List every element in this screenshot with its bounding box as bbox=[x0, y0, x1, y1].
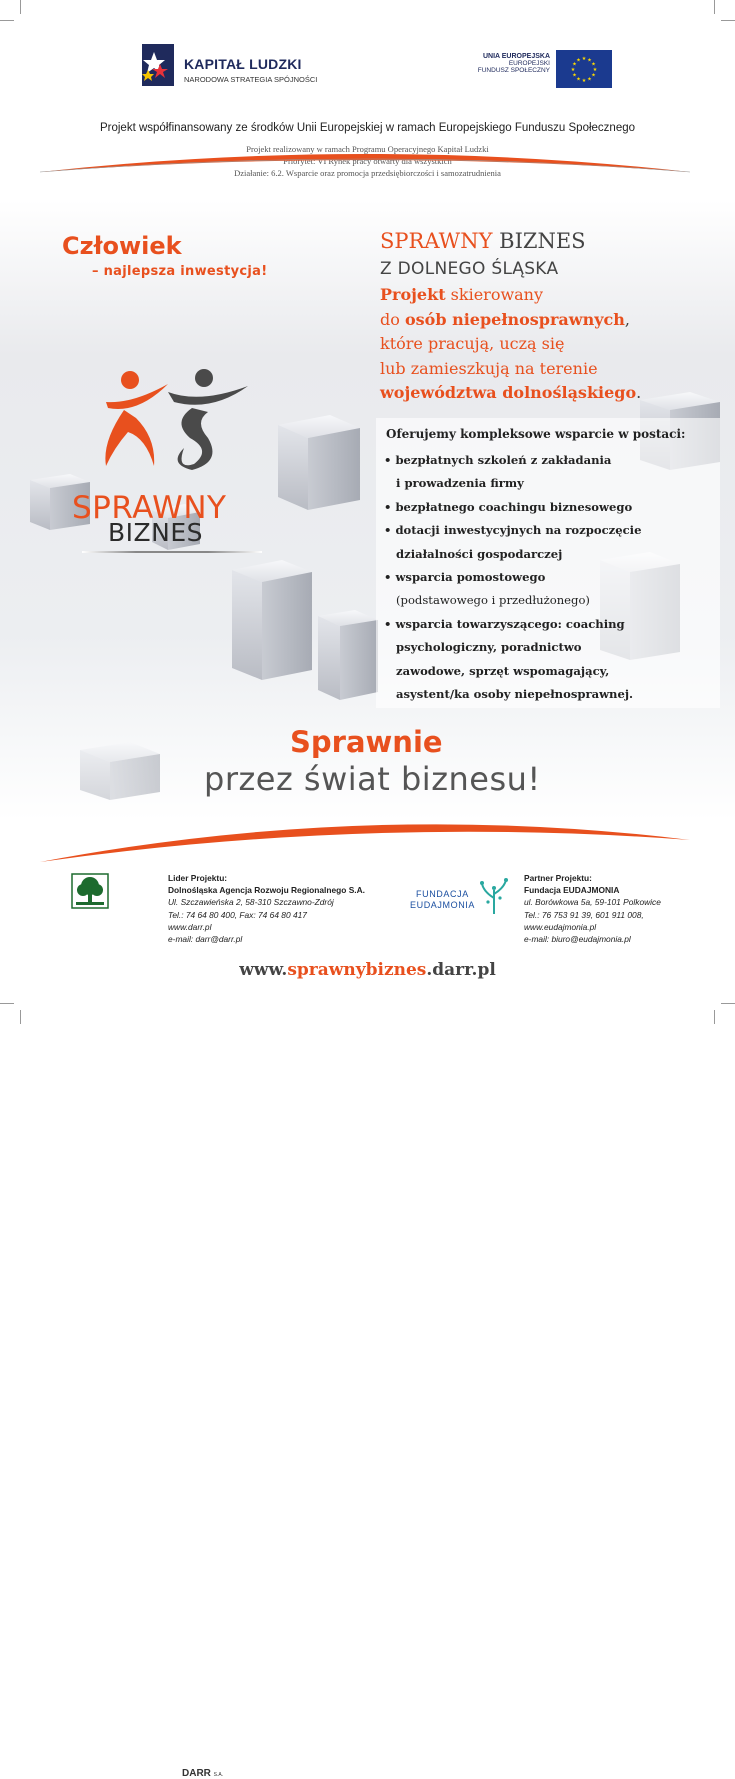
desc-line-3: które pracują, uczą się bbox=[380, 334, 565, 353]
eu-star-icon: ★ bbox=[581, 56, 587, 62]
eu-star-icon: ★ bbox=[592, 67, 598, 73]
slogan-line-1: Sprawnie bbox=[290, 725, 443, 759]
project-subtitle: Z DOLNEGO ŚLĄSKA bbox=[380, 259, 559, 279]
website-prefix: www. bbox=[239, 960, 288, 980]
offer-line: • bezpłatnego coachingu biznesowego bbox=[384, 499, 633, 514]
eu-logo bbox=[440, 50, 612, 90]
crop-mark bbox=[714, 0, 715, 14]
cofinancing-note: Projekt współfinansowany ze środków Unii Europejskiej w ramach Europejskiego Funduszu Społecznego bbox=[99, 122, 636, 134]
eu-star-icon: ★ bbox=[591, 61, 596, 68]
crop-mark bbox=[714, 1010, 715, 1024]
partner-address: ul. Borówkowa 5a, 59-101 Polkowice bbox=[524, 897, 661, 908]
logo-word-biznes: BIZNES bbox=[108, 518, 204, 547]
offer-line: (podstawowego i przedłużonego) bbox=[396, 593, 590, 608]
offer-heading: Oferujemy kompleksowe wsparcie w postaci: bbox=[386, 427, 686, 441]
eu-logo-text bbox=[478, 53, 550, 74]
kapital-ludzki-subtitle: NARODOWA STRATEGIA SPÓJNOŚCI bbox=[184, 75, 318, 84]
eu-star-icon: ★ bbox=[570, 67, 576, 73]
darr-logo-word: DARR bbox=[182, 1768, 211, 1779]
offer-line: asystent/ka osoby niepełnosprawnej. bbox=[396, 687, 634, 702]
crop-mark bbox=[20, 0, 21, 14]
eu-star-icon: ★ bbox=[587, 76, 592, 83]
crop-mark bbox=[0, 1003, 14, 1004]
lider-name: Dolnośląska Agencja Rozwoju Regionalnego S.A. bbox=[168, 885, 365, 896]
website-domain: sprawnybiznes bbox=[287, 960, 427, 980]
crop-mark bbox=[721, 20, 735, 21]
partner-name: Fundacja EUDAJMONIA bbox=[524, 885, 620, 896]
eu-line-1: UNIA EUROPEJSKA bbox=[482, 53, 550, 60]
project-title-part1: SPRAWNY bbox=[380, 229, 493, 253]
desc-line-1: skierowany bbox=[450, 285, 544, 304]
offer-line: • wsparcia towarzyszącego: coaching bbox=[384, 616, 625, 631]
fund-logo-line-1: FUNDACJA bbox=[416, 889, 469, 899]
program-line-2: Priorytet: VI Rynek pracy otwarty dla wszystkich bbox=[283, 156, 452, 166]
eu-star-icon: ★ bbox=[576, 57, 581, 64]
lider-label: Lider Projektu: bbox=[168, 873, 228, 883]
partner-label: Partner Projektu: bbox=[524, 873, 592, 883]
partner-phone: Tel.: 76 753 91 39, 601 911 008, bbox=[524, 909, 644, 920]
crop-mark bbox=[0, 20, 14, 21]
eu-star-icon: ★ bbox=[581, 78, 587, 84]
desc-line-2-pre: do bbox=[380, 309, 400, 329]
fund-logo-line-2: EUDAJMONIA bbox=[410, 900, 476, 910]
eu-star-icon: ★ bbox=[591, 72, 596, 79]
offer-line: • dotacji inwestycyjnych na rozpoczęcie bbox=[384, 523, 642, 538]
project-partner-info bbox=[524, 872, 661, 945]
kapital-ludzki-title: KAPITAŁ LUDZKI bbox=[184, 56, 302, 72]
crop-mark bbox=[20, 1010, 21, 1024]
desc-projekt: Projekt bbox=[380, 285, 446, 304]
offer-list bbox=[384, 449, 641, 706]
lider-phone: Tel.: 74 64 80 400, Fax: 74 64 80 417 bbox=[168, 909, 307, 920]
offer-line: zawodowe, sprzęt wspomagający, bbox=[396, 663, 610, 678]
project-title bbox=[380, 229, 586, 253]
darr-logo-sa: S.A. bbox=[213, 1772, 224, 1778]
offer-line: psychologiczny, poradnictwo bbox=[396, 640, 582, 655]
offer-line: • wsparcia pomostowego bbox=[384, 570, 546, 585]
desc-line-5-post: . bbox=[636, 383, 642, 402]
darr-logo-text bbox=[182, 1768, 223, 1779]
desc-line-4: lub zamieszkują na terenie bbox=[380, 358, 598, 378]
partner-email-link[interactable]: e-mail: biuro@eudajmonia.pl bbox=[524, 934, 631, 945]
slogan-line-2: przez świat biznesu! bbox=[204, 760, 541, 798]
eu-star-icon: ★ bbox=[572, 61, 577, 68]
headline: Człowiek bbox=[62, 232, 182, 260]
lider-website-link[interactable]: www.darr.pl bbox=[168, 921, 212, 932]
program-line-1: Projekt realizowany w ramach Programu Operacyjnego Kapitał Ludzki bbox=[246, 144, 489, 154]
website-suffix: .darr.pl bbox=[426, 960, 496, 980]
lider-address: Ul. Szczawieńska 2, 58-310 Szczawno-Zdrój bbox=[168, 897, 334, 908]
offer-line: działalności gospodarczej bbox=[396, 546, 563, 561]
kapital-ludzki-logo bbox=[140, 42, 350, 92]
eu-star-icon: ★ bbox=[576, 76, 581, 83]
offer-line: i prowadzenia firmy bbox=[396, 476, 524, 491]
sprout-icon bbox=[480, 876, 510, 916]
fundacja-eudajmonia-logo bbox=[410, 876, 510, 916]
partner-website-link[interactable]: www.eudajmonia.pl bbox=[524, 921, 597, 932]
project-website-link[interactable] bbox=[0, 960, 735, 980]
eu-line-3: FUNDUSZ SPOŁECZNY bbox=[477, 67, 550, 74]
kapital-ludzki-flag-icon bbox=[140, 42, 176, 88]
eu-flag-icon bbox=[556, 50, 612, 88]
program-line-3: Działanie: 6.2. Wsparcie oraz promocja przedsiębiorczości i samozatrudnienia bbox=[234, 168, 501, 178]
logo-word-sprawny: SPRAWNY bbox=[72, 490, 227, 526]
lider-email-link[interactable]: e-mail: darr@darr.pl bbox=[168, 934, 243, 945]
desc-line-2-bold: osób niepełnosprawnych bbox=[404, 309, 625, 329]
crop-mark bbox=[721, 1003, 735, 1004]
desc-line-5-bold: województwa dolnośląskiego bbox=[380, 383, 637, 402]
desc-line-2-post: , bbox=[624, 309, 630, 329]
eu-line-2: EUROPEJSKI bbox=[508, 60, 550, 67]
project-title-part2: BIZNES bbox=[499, 229, 586, 253]
lead-partner-info bbox=[168, 872, 365, 945]
tagline: – najlepsza inwestycja! bbox=[92, 264, 268, 279]
eu-star-icon: ★ bbox=[572, 72, 577, 79]
tree-icon bbox=[70, 872, 112, 912]
project-description bbox=[380, 283, 641, 406]
logo-underline bbox=[82, 551, 262, 553]
offer-line: • bezpłatnych szkoleń z zakładania bbox=[384, 453, 612, 467]
eu-star-icon: ★ bbox=[587, 57, 592, 64]
